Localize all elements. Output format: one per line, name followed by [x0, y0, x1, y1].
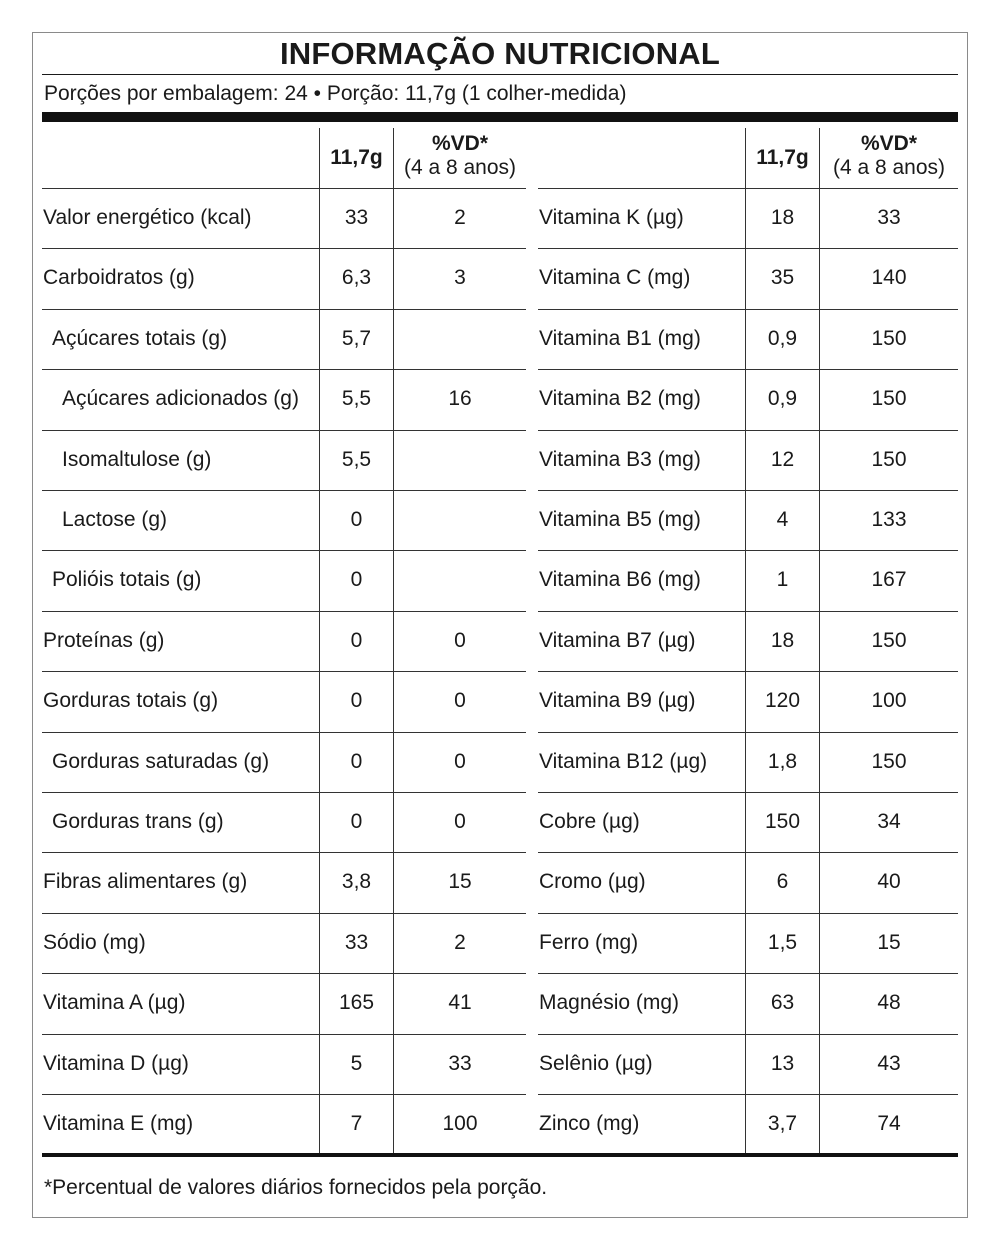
nutrient-name: Vitamina D (µg): [43, 1052, 189, 1075]
nutrient-amount: 4: [776, 508, 789, 531]
nutrient-name: Vitamina B6 (mg): [539, 568, 701, 591]
nutrient-vd: 100: [442, 1112, 478, 1135]
nutrient-amount: 1: [776, 568, 789, 591]
nutrient-vd: 16: [448, 387, 472, 410]
nutrient-amount: 7: [350, 1112, 363, 1135]
nutrient-vd: 3: [454, 266, 466, 289]
nutrient-name: Vitamina K (µg): [539, 206, 684, 229]
nutrient-vd: 74: [877, 1112, 901, 1135]
nutrient-name: Isomaltulose (g): [62, 448, 212, 471]
nutrient-amount: 1,5: [767, 931, 798, 954]
nutrient-vd: 33: [448, 1052, 472, 1075]
nutrient-amount: 18: [770, 206, 795, 229]
left-vd-header-line1: %VD*: [431, 132, 489, 155]
nutrient-amount: 5,5: [341, 448, 372, 471]
nutrient-vd: [394, 309, 526, 369]
nutrient-vd: 40: [877, 870, 901, 893]
nutrient-vd: 100: [871, 689, 907, 712]
nutrient-name: Sódio (mg): [43, 931, 146, 954]
nutrient-name: Proteínas (g): [43, 629, 165, 652]
nutrient-name: Cromo (µg): [539, 870, 646, 893]
nutrient-amount: 63: [770, 991, 795, 1014]
nutrient-name: Gorduras totais (g): [43, 689, 219, 712]
nutrient-name: Vitamina C (mg): [539, 266, 691, 289]
nutrient-vd: 2: [454, 206, 466, 229]
nutrient-vd: 15: [448, 870, 472, 893]
left-vd-header-line2: (4 a 8 anos): [403, 156, 517, 179]
nutrient-amount: 1,8: [767, 750, 798, 773]
nutrient-vd: 150: [871, 448, 907, 471]
nutrient-name: Vitamina B3 (mg): [539, 448, 701, 471]
nutrient-amount: 5,7: [341, 327, 372, 350]
nutrient-name: Gorduras saturadas (g): [52, 750, 270, 773]
nutrient-name: Gorduras trans (g): [52, 810, 224, 833]
nutrient-vd: 150: [871, 750, 907, 773]
nutrient-vd: 33: [877, 206, 901, 229]
right-vd-header-line1: %VD*: [860, 132, 918, 155]
nutrient-amount: 3,7: [767, 1112, 798, 1135]
nutrient-name: Carboidratos (g): [43, 266, 195, 289]
nutrient-name: Vitamina B2 (mg): [539, 387, 701, 410]
nutrient-amount: 0: [350, 750, 363, 773]
nutrient-vd: 140: [871, 266, 907, 289]
nutrient-vd: 150: [871, 387, 907, 410]
nutrient-amount: 13: [770, 1052, 795, 1075]
nutrient-name: Açúcares adicionados (g): [62, 387, 299, 410]
left-amount-header: 11,7g: [330, 146, 383, 169]
nutrient-vd: [394, 430, 526, 490]
nutrient-vd: 0: [454, 689, 466, 712]
nutrient-vd: 150: [871, 629, 907, 652]
nutrient-amount: 5,5: [341, 387, 372, 410]
nutrient-name: Fibras alimentares (g): [43, 870, 248, 893]
nutrient-amount: 0: [350, 629, 363, 652]
right-vd-header: [820, 132, 958, 180]
nutrient-name: Vitamina B12 (µg): [539, 750, 708, 773]
nutrient-vd: 0: [454, 750, 466, 773]
nutrient-amount: 3,8: [341, 870, 372, 893]
nutrient-amount: 35: [770, 266, 795, 289]
nutrient-vd: 15: [877, 931, 901, 954]
left-vd-header: [394, 132, 526, 180]
label-title: INFORMAÇÃO NUTRICIONAL: [279, 36, 721, 71]
nutrient-name: Magnésio (mg): [539, 991, 680, 1014]
nutrient-name: Zinco (mg): [539, 1112, 640, 1135]
nutrient-name: Vitamina B9 (µg): [539, 689, 696, 712]
nutrient-name: Cobre (µg): [539, 810, 640, 833]
nutrient-amount: 165: [338, 991, 375, 1014]
nutrient-amount: 18: [770, 629, 795, 652]
nutrient-amount: 0,9: [767, 387, 798, 410]
footnote: *Percentual de valores diários fornecidos pela porção.: [44, 1176, 548, 1199]
nutrient-amount: 33: [344, 206, 369, 229]
nutrient-vd: 43: [877, 1052, 901, 1075]
nutrient-amount: 5: [350, 1052, 363, 1075]
nutrient-amount: 33: [344, 931, 369, 954]
nutrient-name: Polióis totais (g): [52, 568, 202, 591]
nutrient-name: Vitamina E (mg): [43, 1112, 194, 1135]
nutrient-vd: [394, 550, 526, 610]
nutrient-amount: 6,3: [341, 266, 372, 289]
nutrient-name: Ferro (mg): [539, 931, 639, 954]
nutrient-name: Selênio (µg): [539, 1052, 653, 1075]
nutrient-amount: 0: [350, 508, 363, 531]
nutrient-amount: 150: [764, 810, 801, 833]
nutrient-name: Lactose (g): [62, 508, 168, 531]
nutrient-vd: 48: [877, 991, 901, 1014]
nutrient-name: Açúcares totais (g): [52, 327, 228, 350]
nutrient-vd: 167: [871, 568, 907, 591]
nutrient-vd: 0: [454, 629, 466, 652]
nutrient-vd: 150: [871, 327, 907, 350]
serving-info: Porções por embalagem: 24 • Porção: 11,7g (1 colher-medida): [44, 82, 627, 105]
nutrient-vd: 133: [871, 508, 907, 531]
nutrient-name: Vitamina B1 (mg): [539, 327, 701, 350]
header-thick-divider: [42, 112, 958, 122]
nutrient-name: Valor energético (kcal): [43, 206, 252, 229]
nutrient-amount: 120: [764, 689, 801, 712]
nutrient-amount: 0: [350, 810, 363, 833]
nutrient-vd: 41: [448, 991, 472, 1014]
right-vd-header-line2: (4 a 8 anos): [832, 156, 946, 179]
nutrient-name: Vitamina B5 (mg): [539, 508, 701, 531]
title-divider: [42, 74, 958, 75]
nutrient-vd: 0: [454, 810, 466, 833]
nutrient-amount: 6: [776, 870, 789, 893]
nutrient-vd: 34: [877, 810, 901, 833]
nutrient-amount: 12: [770, 448, 795, 471]
right-amount-header: 11,7g: [756, 146, 809, 169]
nutrient-vd: 2: [454, 931, 466, 954]
nutrient-amount: 0,9: [767, 327, 798, 350]
nutrient-name: Vitamina A (µg): [43, 991, 186, 1014]
nutrient-amount: 0: [350, 689, 363, 712]
nutrient-vd: [394, 490, 526, 550]
table-bottom-divider: [42, 1153, 958, 1157]
nutrient-amount: 0: [350, 568, 363, 591]
nutrient-name: Vitamina B7 (µg): [539, 629, 696, 652]
